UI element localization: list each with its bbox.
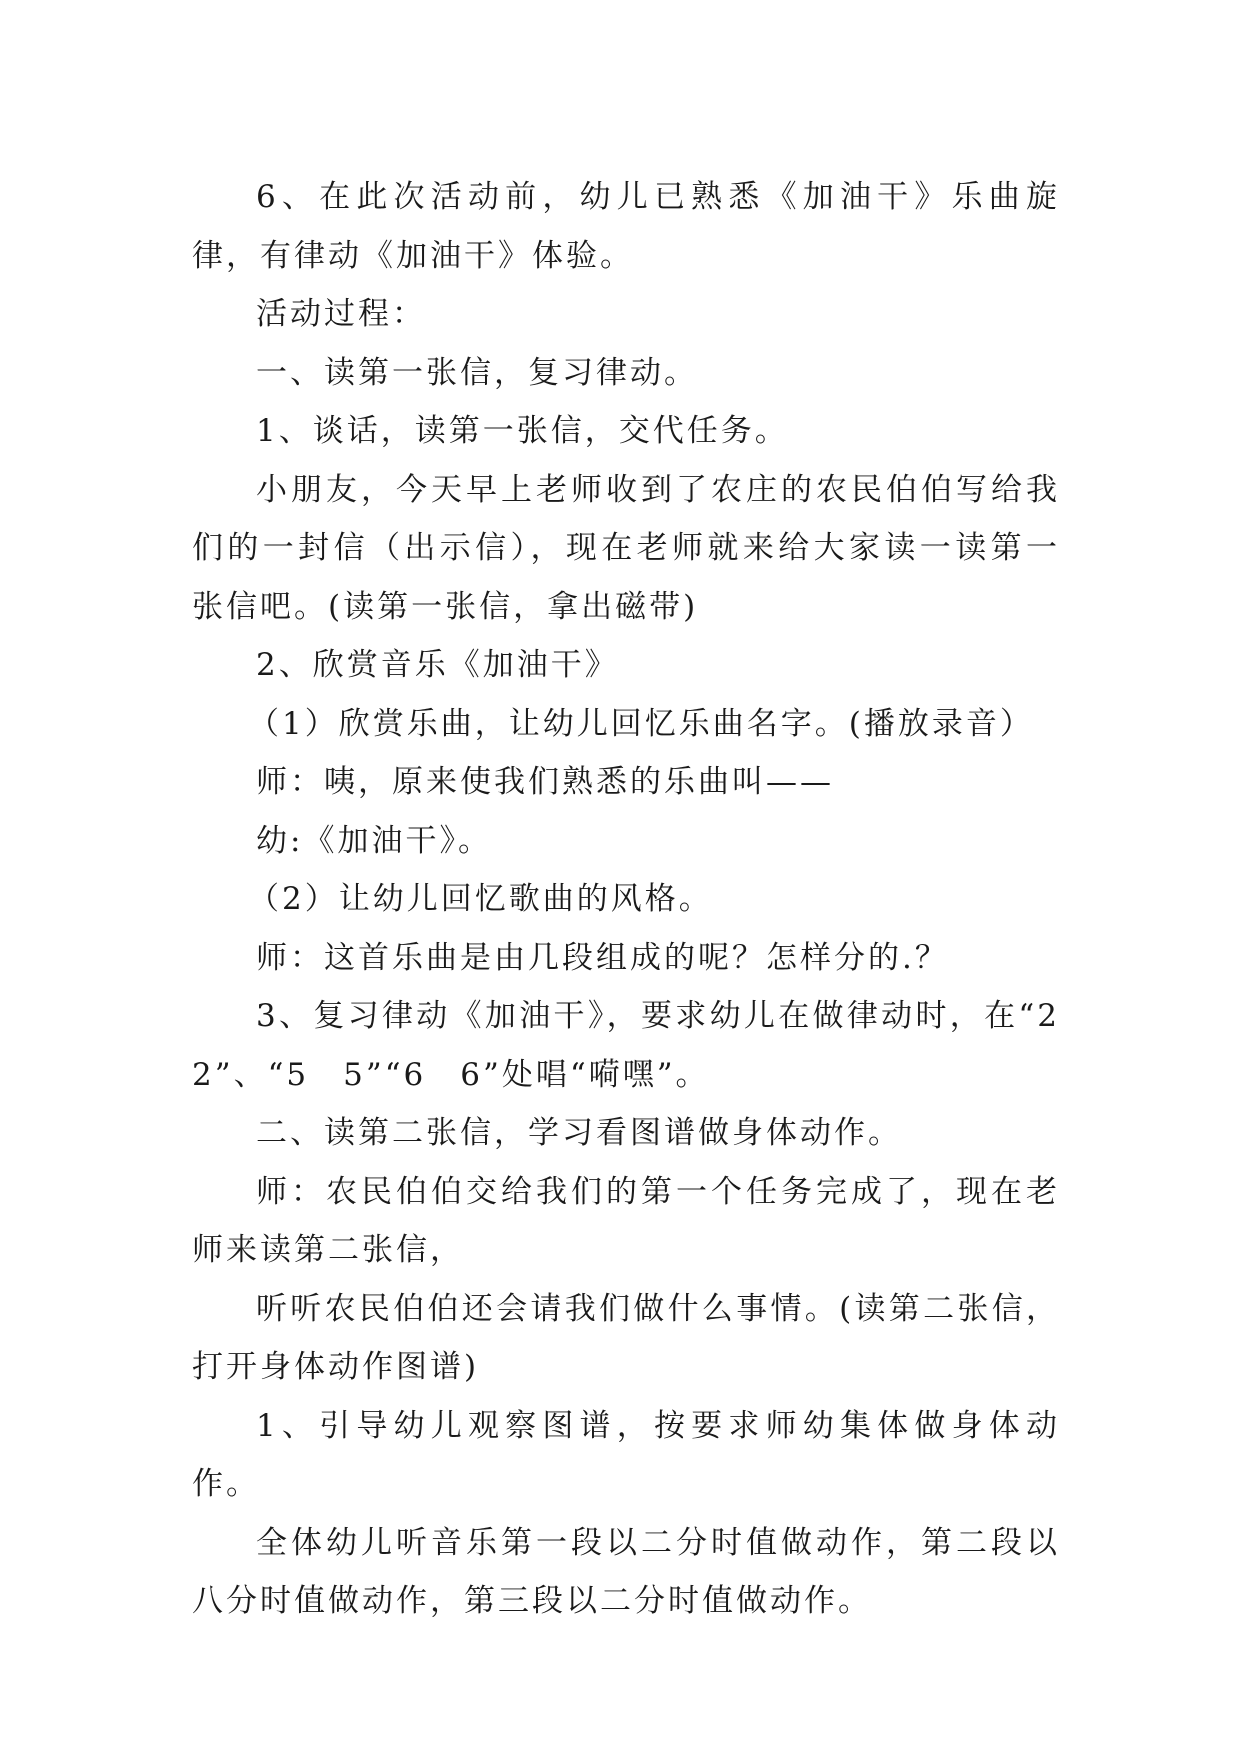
paragraph-preparation-6: 6、在此次活动前，幼儿已熟悉《加油干》乐曲旋律，有律动《加油干》体验。 [192,179,1060,274]
paragraph-second-letter: 听听农民伯伯还会请我们做什么事情。(读第二张信，打开身体动作图谱) [192,1290,1060,1385]
section-heading-part-one: 一、读第一张信，复习律动。 [256,354,698,391]
dialogue-teacher-1: 师：咦，原来使我们熟悉的乐曲叫—— [256,764,834,800]
paragraph-movement-rules: 全体幼儿听音乐第一段以二分时值做动作，第二段以八分时值做动作，第三段以二分时值做动作。 [192,1524,1060,1619]
paragraph-teacher-letter-intro: 小朋友，今天早上老师收到了农庄的农民伯伯写给我们的一封信（出示信），现在老师就来给大家读一读第一张信吧。(读第一张信，拿出磁带) [192,471,1060,625]
section-heading-activity-process: 活动过程： [256,296,426,332]
dialogue-teacher-3: 师：农民伯伯交给我们的第一个任务完成了，现在老师来读第二张信， [192,1173,1060,1268]
substep-2: （2）让幼儿回忆歌曲的风格。 [248,881,713,917]
dialogue-child-1: 幼:《加油干》。 [256,822,492,859]
document-body [192,168,1060,1631]
step-heading-observe-chart: 1、引导幼儿观察图谱，按要求师幼集体做身体动作。 [192,1407,1060,1502]
step-heading-3: 3、复习律动《加油干》，要求幼儿在做律动时，在“2 2”、“5 5”“6 6”处唱“嗬嘿”。 [192,998,1060,1093]
substep-1: （1）欣赏乐曲，让幼儿回忆乐曲名字。(播放录音） [248,705,1034,742]
dialogue-teacher-2: 师：这首乐曲是由几段组成的呢？怎样分的.？ [256,939,949,976]
step-heading-2: 2、欣赏音乐《加油干》 [256,647,619,683]
step-heading-1: 1、谈话，读第一张信，交代任务。 [256,413,789,449]
section-heading-part-two: 二、读第二张信，学习看图谱做身体动作。 [256,1115,902,1151]
